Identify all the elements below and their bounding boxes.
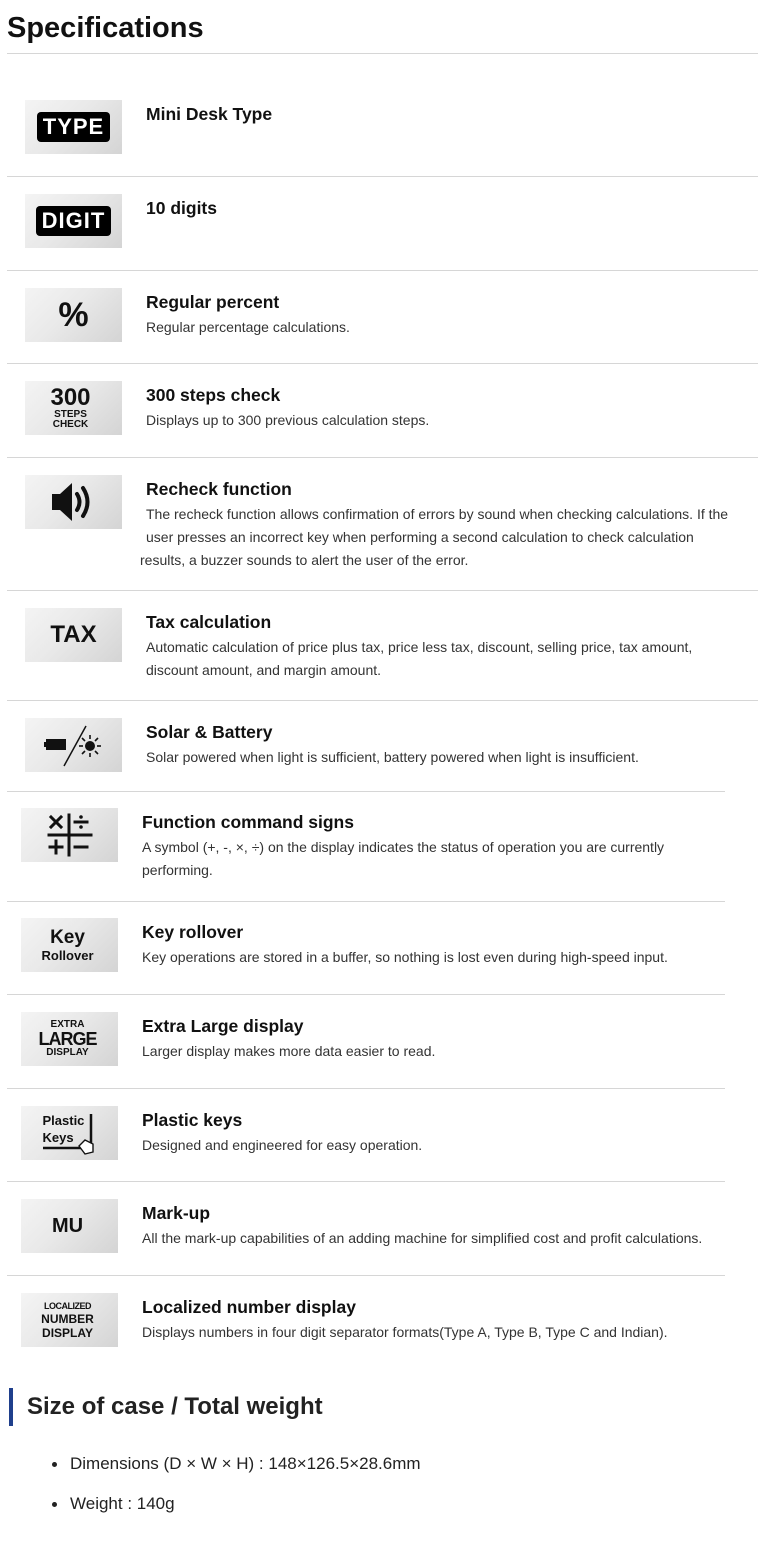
- spec-title: Mini Desk Type: [146, 104, 273, 124]
- row-divider: [7, 176, 758, 177]
- list-item-dimensions: Dimensions (D × W × H) : 148×126.5×28.6mm: [52, 1452, 421, 1492]
- tax-icon: TAX: [25, 608, 122, 662]
- spec-desc-line: The recheck function allows confirmation of errors by sound when checking calculations. If the: [146, 506, 729, 522]
- spec-desc: Designed and engineered for easy operation.: [142, 1137, 423, 1153]
- row-divider: [7, 1181, 725, 1182]
- steps-check-icon: 300 STEPS CHECK: [25, 381, 122, 435]
- list-item-weight: Weight : 140g: [52, 1492, 421, 1532]
- spec-desc: Larger display makes more data easier to read.: [142, 1043, 436, 1059]
- row-divider: [7, 791, 725, 792]
- spec-desc-line: A symbol (+, -, ×, ÷) on the display indicates the status of operation you are currently: [142, 839, 665, 855]
- spec-title: Plastic keys: [142, 1110, 243, 1130]
- row-divider: [7, 994, 725, 995]
- spec-title: Extra Large display: [142, 1016, 304, 1036]
- spec-desc: Displays up to 300 previous calculation steps.: [146, 412, 430, 428]
- page-title: Specifications: [7, 12, 204, 44]
- title-divider: [7, 53, 758, 54]
- spec-desc: All the mark-up capabilities of an adding machine for simplified cost and profit calculations.: [142, 1230, 703, 1246]
- spec-desc-line: user presses an incorrect key when performing a second calculation to check calculation: [146, 529, 694, 545]
- spec-title: Mark-up: [142, 1203, 211, 1223]
- function-signs-icon: [21, 808, 118, 862]
- digit-icon: DIGIT: [25, 194, 122, 248]
- spec-title: 10 digits: [146, 198, 217, 218]
- solar-battery-icon: [25, 718, 122, 772]
- row-divider: [7, 700, 758, 701]
- plastic-keys-icon: Plastic Keys: [21, 1106, 118, 1160]
- type-icon: TYPE: [25, 100, 122, 154]
- spec-desc-line: performing.: [142, 862, 213, 878]
- row-divider: [7, 901, 725, 902]
- spec-title: Function command signs: [142, 812, 354, 832]
- size-weight-list: [52, 1452, 421, 1532]
- speaker-icon: [25, 475, 122, 529]
- spec-desc-line: Automatic calculation of price plus tax, price less tax, discount, selling price, tax amount,: [146, 639, 693, 655]
- section-accent-bar: [9, 1388, 13, 1426]
- extra-large-display-icon: EXTRA LARGE DISPLAY: [21, 1012, 118, 1066]
- spec-desc: Regular percentage calculations.: [146, 319, 350, 335]
- spec-title: Tax calculation: [146, 612, 272, 632]
- row-divider: [7, 590, 758, 591]
- spec-desc: Displays numbers in four digit separator formats(Type A, Type B, Type C and Indian).: [142, 1324, 668, 1340]
- spec-title: Regular percent: [146, 292, 280, 312]
- markup-icon: MU: [21, 1199, 118, 1253]
- spec-title: Recheck function: [146, 479, 292, 499]
- row-divider: [7, 363, 758, 364]
- spec-desc: Key operations are stored in a buffer, so nothing is lost even during high-speed input.: [142, 949, 668, 965]
- spec-desc-line: discount amount, and margin amount.: [146, 662, 382, 678]
- key-rollover-icon: Key Rollover: [21, 918, 118, 972]
- percent-icon: %: [25, 288, 122, 342]
- spec-desc-line: results, a buzzer sounds to alert the user of the error.: [140, 552, 469, 568]
- row-divider: [7, 457, 758, 458]
- spec-title: Localized number display: [142, 1297, 356, 1317]
- section-title: Size of case / Total weight: [27, 1393, 323, 1420]
- spec-title: Solar & Battery: [146, 722, 273, 742]
- spec-title: 300 steps check: [146, 385, 281, 405]
- spec-desc: Solar powered when light is sufficient, battery powered when light is insufficient.: [146, 749, 639, 765]
- row-divider: [7, 1275, 725, 1276]
- localized-number-icon: LOCALIZED NUMBER DISPLAY: [21, 1293, 118, 1347]
- row-divider: [7, 1088, 725, 1089]
- row-divider: [7, 270, 758, 271]
- spec-title: Key rollover: [142, 922, 244, 942]
